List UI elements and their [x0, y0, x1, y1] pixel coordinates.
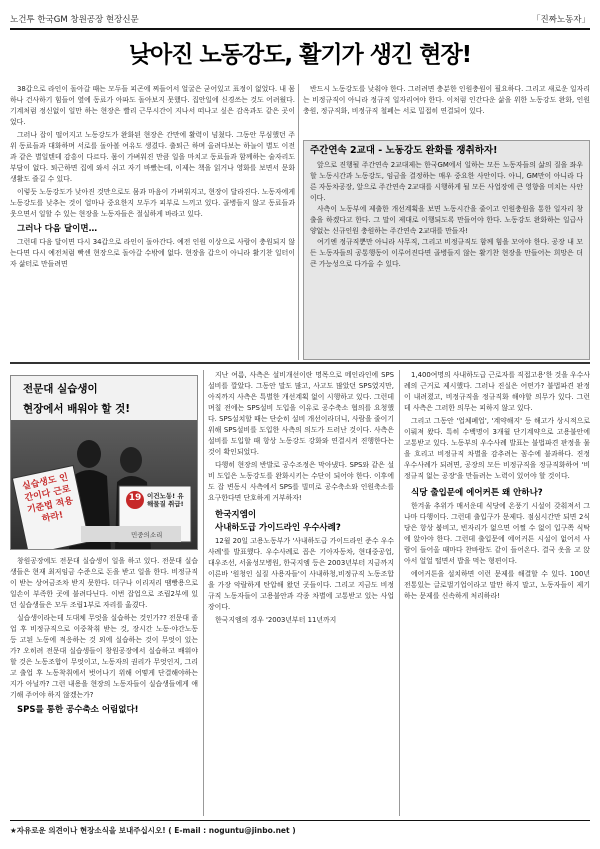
sign-badge-text: 이건노동! 유해물질 취급! — [147, 492, 184, 508]
article-subheading: 식당 출입문에 에어커튼 왜 안하나? — [411, 488, 543, 498]
publication-tag: 「진짜노동자」 — [531, 15, 590, 25]
article-paragraph: 이렇듯 노동강도가 낮아진 것만으로도 몸과 마음이 가벼워지고, 현장이 달라진다. 노동자에게 노동강도를 낮추는 것이 얼마나 중요한지 모두가 피부로 느끼고 있다. 골병들지 않고 동료들과 웃으면서 일할 수 있는 현장을 노동자들은 절실하게 바라고 있다. — [10, 188, 295, 218]
article-subheading: SPS를 통한 공수축소 어림없다! — [17, 705, 139, 715]
sign-badge-number: 19 — [128, 493, 142, 503]
publication-name: 노건투 한국GM 창원공장 현장신문 — [10, 15, 139, 25]
photo-banner-text: 민중의소리 — [131, 531, 163, 539]
article-paragraph: 다행히 현장의 반발로 공수조정은 막아냈다. SPS와 같은 설비 도입은 노동강도를 완화시키는 수단이 되어야 한다. 이후에도 잡 변동시 사측에서 SPS를 빌미로 공수축소와 인원축소를 요구한다면 단호하게 거부하자! — [208, 461, 394, 502]
protest-photo — [10, 375, 198, 550]
article-paragraph: 그리고 그동안 '업체폐업', '계약해지' 등 해고가 상시적으로 이뤄져 왔다. 특히 수백명이 3개월 단기계약으로 고용불안에 고통받고 있다. 노동부의 우수사례 발표는 불법파견 판정을 물을 흐리고 비정규직 차별을 감추려는 꼼수에 불과하다. 진정 우수사례가 되려면, 공장의 모든 비정규직을 정규직화하여 '비정규직 없는 공장'을 만들려는 노력이 있어야 할 것이다. — [404, 417, 590, 480]
box-title: 주간연속 2교대 - 노동강도 완화를 쟁취하자! — [310, 145, 498, 156]
photo-caption-line-1: 전문대 실습생이 — [23, 383, 98, 395]
article-subheading: 사내하도급 가이드라인 우수사례? — [215, 523, 341, 533]
box-paragraph: 앞으로 진행될 주간연속 2교대제는 한국GM에서 일하는 모든 노동자들의 삶의 질을 좌우할 노동시간과 노동강도, 임금을 결정하는 매우 중요한 사안이다. 아니, GM만이 아니라 다른 자동차공장, 앞으로 주간연속 2교대를 시행하게 될 모든 사업장에 큰 영향을 미치는 사안이다. — [310, 161, 583, 202]
article-subheading: 그러나 다음 달이면… — [17, 224, 98, 234]
section-divider — [10, 362, 590, 364]
masthead-bar — [10, 10, 590, 30]
photo-caption — [23, 382, 130, 417]
page-headline: 낮아진 노동강도, 활기가 생긴 현장! — [128, 42, 472, 68]
column-divider — [203, 370, 204, 816]
article-paragraph: 지난 여름, 사측은 설비개선이란 명목으로 메인라인에 SPS설비를 깔았다. 그동안 말도 많고, 사고도 많았던 SPS였지만, 아직까지 사측은 특별한 개선계획 없이 시행하고 있다. 그런데 며칠 전에는 SPS설비 도입을 이유로 공수축소 협의를 요청했다. SPS설치할 때는 단순히 설비 개선이라더니, 사람을 줄이기 위해 SPS설비를 도입한 사측의 의도가 드러난 것이다. 사측은 설비를 도입할 때 항상 노동강도 강화와 연결시켜 진행한다는 것이 확인되었다. — [208, 371, 394, 456]
article-paragraph: 창원공장에도 전문대 실습생이 일을 하고 있다. 전문대 실습생들은 현재 최저임금 수준으로 돈을 받고 일을 한다. 비정규직이 받는 상여금조차 받지 못한다. 더구나 이리저리 땜빵용으로 일손이 부족한 곳에 불려다닌다. 이번 잡업으로 조립2부에 있던 실습생들은 모두 조립1부로 자리를 옮겼다. — [10, 557, 198, 609]
article-sps-middle — [208, 370, 394, 816]
article-paragraph: 그러나 잡이 떨어지고 노동강도가 완화된 현장은 간만에 활력이 넘쳤다. 그동안 무심했던 주위 동료들과 대화하며 서로를 돌아볼 여유도 생겼다. 출퇴근 하며 올려다보는 하늘이 별도 이전과 같은 별일텐데 감흥이 다르다. 몸이 가벼워진 만큼 일을 마치고 동료들과 함께하는 술자리도 부담이 없다. 퇴근하면 집에 와서 쉬고 자기 바빴는데, 이제는 책을 읽거나 영화를 보면서 문화생활도 즐길 수 있다. — [10, 131, 295, 183]
article-main-left — [10, 84, 295, 360]
article-paragraph: 한국지엠의 경우 '2003년부터 11년까지 — [215, 616, 337, 624]
article-paragraph: 반드시 노동강도를 낮춰야 한다. 그러려면 충분한 인원충원이 필요하다. 그리고 새로운 일자리는 비정규직이 아니라 정규직 일자리여야 한다. 이처럼 인간다운 삶을 위한 노동강도 완화, 인원충원, 정규직화, 비정규직 철폐는 서로 밀접히 연결되어 있다. — [303, 85, 590, 115]
article-paragraph: 12월 20일 고용노동부가 '사내하도급 가이드라인 준수 우수사례'를 발표했다. 우수사례로 꼽은 기아자동차, 현대중공업, 대우조선, 서울성모병원, 한국지엠 등은 2003년부터 지금까지 이른바 '원청인 실질 사용자들'이 사내하청,비정규직 노동조합을 가장 악랄하게 탄압해 왔던 곳들이다. 그리고 지금도 비정규직 노동자들이 고용불안과 각종 차별에 고통받고 있는 사업장이다. — [208, 537, 394, 611]
column-divider — [298, 84, 299, 360]
shift-system-box — [303, 140, 590, 360]
box-paragraph: 여기엔 정규직뿐만 아니라 사무직, 그리고 비정규직도 함께 힘을 모아야 한다. 공장 내 모든 노동자들의 공통행동이 이루어진다면 골병들지 않는 활기찬 현장을 만들어는 희망은 더 큰 가능성으로 다가올 수 있다. — [310, 238, 583, 268]
column-divider — [399, 370, 400, 816]
article-main-right — [303, 84, 590, 138]
photo-caption-line-2: 현장에서 배워야 할 것! — [23, 403, 131, 415]
footer-contact: ★자유로운 의견이나 현장소식을 보내주십시오! ( E-mail : noguntu@jinbo.net ) — [10, 820, 590, 840]
article-paragraph: 에어커튼을 설치하면 이런 문제를 해결할 수 있다. 100년 전통있는 글로벌기업이라고 말만 하지 말고, 노동자들이 제기하는 문제를 신속하게 처리하라! — [404, 570, 590, 600]
article-paragraph: 실습생이라는데 도대체 무엇을 실습하는 것인가?? 전문대 졸업 후 비정규직으로 이중착취 받는 것, 장시간 노동·야간노동 등 고된 노동에 적응하는 것 외에 실습하는 것이 무엇이 있는가? 오히려 전문대 실습생들이 창원공장에서 실습하고 배워야 할 것은 노동조합이 무엇이고, 노동자의 권리가 무엇인지, 그리고 출업 후 노동착취에서 벗어나기 위해 어떻게 단결해야하는지가 아닐까? 그런 내용을 현장의 노동자들이 실습생들에게 얘기해 주어야 하지 않겠는가? — [10, 614, 198, 699]
article-paragraph: 38갑으로 라인이 돌아갈 때는 모두들 피곤에 찌들어서 얼굴은 굳어있고 표정이 없었다. 내 몸 하나 건사하기 힘들어 옆에 동료가 아파도 돌아보지 못했다. 집안일에 신경쓰는 것도 어려웠다. 기계처럼 정신없이 일만 하는 현장은 빨리 근무시간이 지나서 떠나고 싶은 감옥과도 같은 곳이었다. — [10, 85, 295, 126]
article-paragraph: 그런데 다음 달이면 다시 34갑으로 라인이 돌아간다. 예전 인원 이상으로 사람이 충원되지 않는다면 다시 예전처럼 빡센 현장으로 돌아갈 수밖에 없다. 현장을 갑으이 아니라 활기찬 일터이자 삶터로 만들려면 — [10, 238, 295, 268]
article-subheading: 한국지엠이 — [215, 510, 257, 520]
article-intern-left — [10, 556, 198, 818]
article-paragraph: 1,400여명의 사내하도급 근로자를 직접고용'한 것을 우수사례의 근거로 제시했다. 그러나 진실은 어떤가? 불법파견 판정이 내려졌고, 비정규직을 정규직화 해야할 의무가 있다. 그런데 사측은 그러한 의무는 피하지 않고 있다. — [404, 371, 590, 412]
protest-sign-text: 실습생도 인간이다 근로기준법 적용하라! — [21, 472, 75, 525]
box-paragraph: 사측이 노동부에 제출한 개선계획을 보면 노동시간을 줄이고 인원충원을 통한 일자리 창출을 하겠다고 한다. 그 말이 제대로 이행되도록 만들어야 한다. 노동강도 완화하는 일급사양없는 신규인원 충원하는 주간연속 2교대를 만들자! — [310, 205, 583, 235]
article-canteen-right — [404, 370, 590, 816]
article-paragraph: 한겨울 추위가 매서운데 식당에 온풍기 시설이 갖춰져서 그나마 다행이다. 그런데 출입구가 문제다. 점심시간만 되면 2식당은 항상 붐비고, 빈자리가 없으면 어쩔 수 없이 입구쪽 식탁에 앉아야 한다. 그런데 출입문에 에어커튼 시설이 없어서 사람이 들어올 때마다 찬바람도 같이 들어온다. 결국 옷을 고 앉아서 얼얼 떨면서 밥을 먹는 형편이다. — [404, 502, 590, 565]
